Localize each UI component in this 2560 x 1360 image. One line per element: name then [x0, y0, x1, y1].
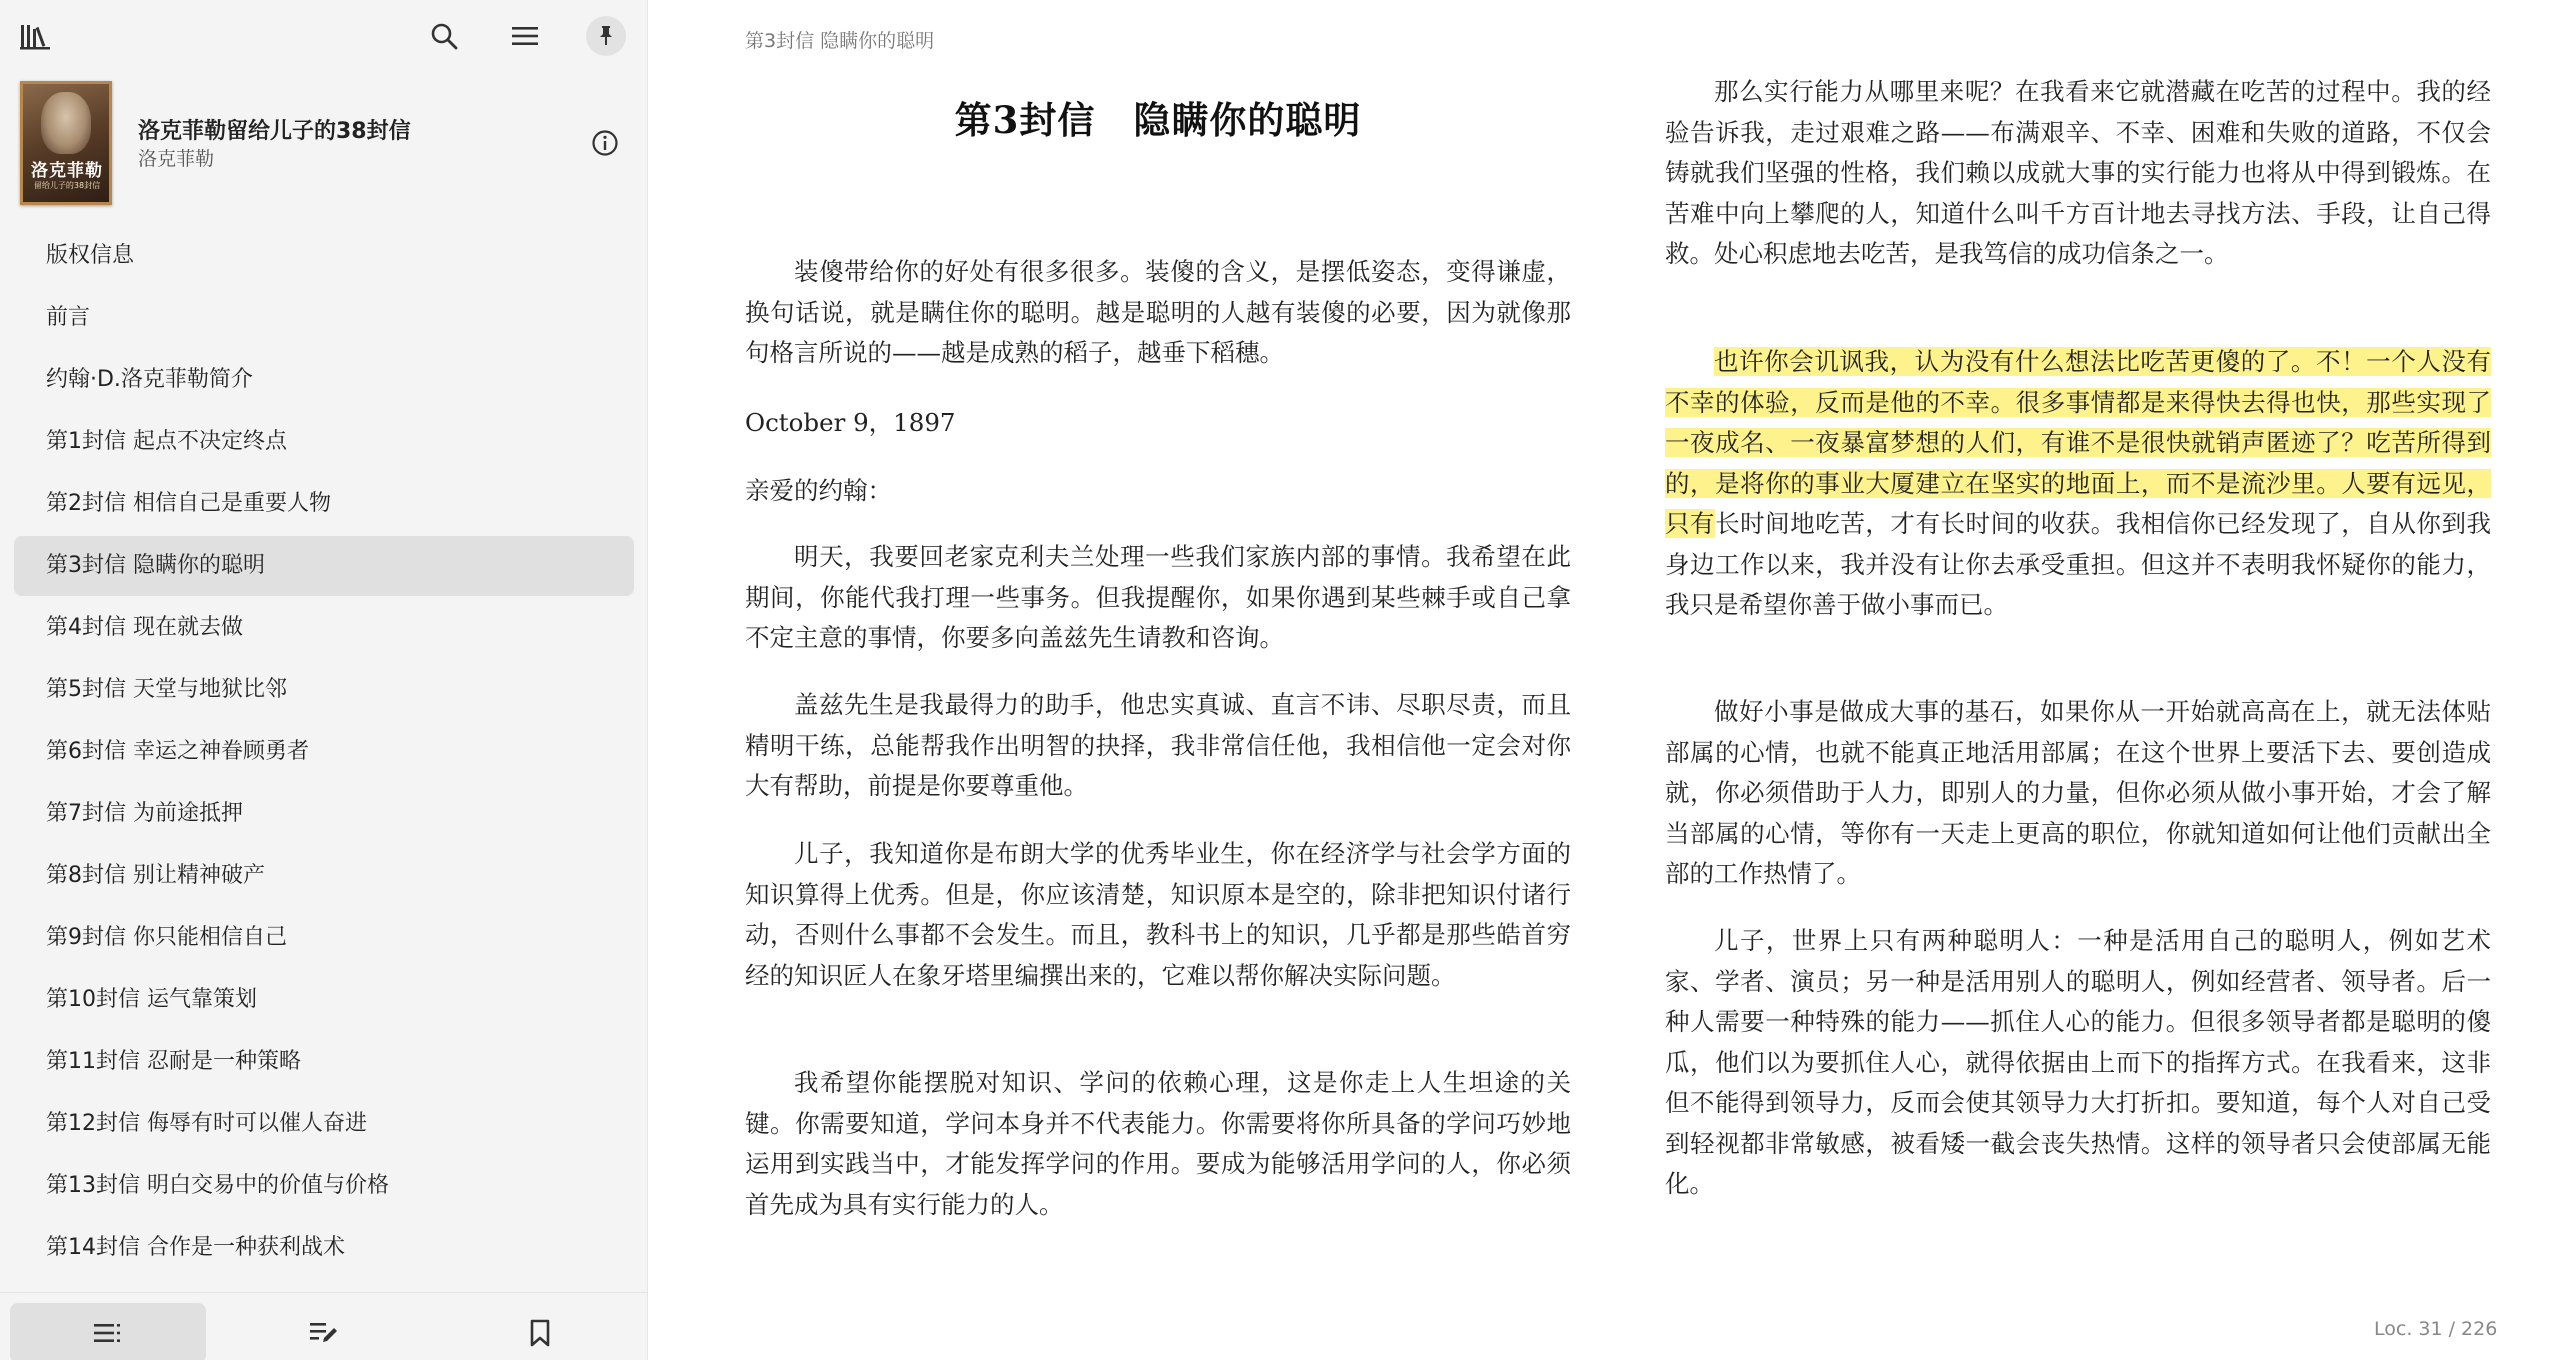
letter-salutation: 亲爱的约翰：: [745, 476, 892, 505]
highlight-annotation[interactable]: 也许你会讥讽我，认为没有什么想法比吃苦更傻的了。不！一个人没有不幸的体验，反而是他的不幸。很多事情都是来得快去得也快，那些实现了一夜成名、一夜暴富梦想的人们，有谁不是很快就销声匿迹了？吃苦所得到的，是将你的事业大厦建立在坚实的地面上，而不是流沙里。人要有远见，只有: [1665, 347, 2491, 538]
toc-item[interactable]: 第9封信 你只能相信自己: [46, 925, 287, 950]
library-button[interactable]: [14, 14, 58, 58]
paragraph: 我希望你能摆脱对知识、学问的依赖心理，这是你走上人生坦途的关键。你需要知道，学问本身并不代表能力。你需要将你所具备的学问巧妙地运用到实践当中，才能发挥学问的作用。要成为能够活用学问的人，你必须首先成为具有实行能力的人。: [745, 1068, 1571, 1219]
library-icon: [19, 21, 53, 51]
toc-item-current[interactable]: 第3封信 隐瞒你的聪明: [14, 536, 634, 596]
book-cover[interactable]: [20, 81, 112, 205]
paragraph-highlighted[interactable]: [1665, 342, 2491, 626]
toc-item[interactable]: 约翰·D.洛克菲勒简介: [46, 367, 253, 392]
paragraph: 盖兹先生是我最得力的助手，他忠实真诚、直言不讳、尽职尽责，而且精明干练，总能帮我作出明智的抉择，我非常信任他，我相信他一定会对你大有帮助，前提是你要尊重他。: [745, 690, 1571, 800]
cover-portrait: [41, 92, 91, 154]
bookmark-icon: [529, 1319, 551, 1347]
pin-icon: [596, 25, 616, 47]
pin-sidebar-button[interactable]: [584, 14, 628, 58]
pin-button-background: [586, 16, 626, 56]
search-button[interactable]: [422, 14, 466, 58]
menu-icon: [511, 24, 539, 48]
toc-item[interactable]: 第12封信 侮辱有时可以催人奋进: [46, 1111, 367, 1136]
toc-item[interactable]: 第7封信 为前途抵押: [46, 801, 243, 826]
letter-date: October 9，1897: [745, 408, 956, 437]
sidebar-bottom-tabs: [0, 1292, 648, 1360]
paragraph-remainder: 长时间地吃苦，才有长时间的收获。我相信你已经发现了，自从你到我身边工作以来，我并没有让你去承受重担。但这并不表明我怀疑你的能力，我只是希望你善于做小事而已。: [1665, 509, 2491, 619]
tab-table-of-contents[interactable]: [10, 1303, 206, 1360]
running-header: 第3封信 隐瞒你的聪明: [745, 30, 935, 52]
paragraph: 儿子，世界上只有两种聪明人：一种是活用自己的聪明人，例如艺术家、学者、演员；另一种是活用别人的聪明人，例如经营者、领导者。后一种人需要一种特殊的能力——抓住人心的能力。但很多领导者都是聪明的傻瓜，他们以为要抓住人心，就得依据由上而下的指挥方式。在我看来，这非但不能得到领导力，反而会使其领导力大打折扣。要知道，每个人对自己受到轻视都非常敏感，被看矮一截会丧失热情。这样的领导者只会使部属无能化。: [1665, 926, 2491, 1198]
book-author: 洛克菲勒: [138, 148, 215, 170]
book-info-card: [0, 78, 648, 208]
location-indicator: Loc. 31 / 226: [2374, 1318, 2498, 1340]
paragraph: 做好小事是做成大事的基石，如果你从一开始就高高在上，就无法体贴部属的心情，也就不能真正地活用部属；在这个世界上要活下去、要创造成就，你必须借助于人力，即别人的力量，但你必须从做小事开始，才会了解当部属的心情，等你有一天走上更高的职位，你就知道如何让他们贡献出全部的工作热情了。: [1665, 697, 2491, 888]
toc-item[interactable]: 第4封信 现在就去做: [46, 615, 243, 640]
toc-item[interactable]: 第13封信 明白交易中的价值与价格: [46, 1173, 389, 1198]
toc-item[interactable]: 第5封信 天堂与地狱比邻: [46, 677, 287, 702]
info-icon: [591, 129, 619, 157]
cover-subtitle: 留给儿子的38封信: [33, 181, 101, 190]
search-icon: [429, 21, 459, 51]
paragraph: 明天，我要回老家克利夫兰处理一些我们家族内部的事情。我希望在此期间，你能代我打理一些事务。但我提醒你，如果你遇到某些棘手或自己拿不定主意的事情，你要多向盖兹先生请教和咨询。: [745, 542, 1571, 652]
book-info-button[interactable]: [586, 124, 624, 162]
toc-item[interactable]: 第10封信 运气靠策划: [46, 987, 257, 1012]
toc-item[interactable]: 第8封信 别让精神破产: [46, 863, 265, 888]
sidebar: [0, 0, 648, 1360]
book-title: 洛克菲勒留给儿子的38封信: [138, 119, 411, 144]
paragraph: 装傻带给你的好处有很多很多。装傻的含义，是摆低姿态，变得谦虚，换句话说，就是瞒住你的聪明。越是聪明的人越有装傻的必要，因为就像那句格言所说的——越是成熟的稻子，越垂下稻穗。: [745, 257, 1571, 367]
toc-item[interactable]: 第14封信 合作是一种获利战术: [46, 1235, 345, 1260]
toc-item[interactable]: 第11封信 忍耐是一种策略: [46, 1049, 301, 1074]
toc-item[interactable]: 第2封信 相信自己是重要人物: [46, 491, 331, 516]
toc-item[interactable]: 第1封信 起点不决定终点: [46, 429, 287, 454]
tab-bookmarks[interactable]: [442, 1303, 638, 1360]
toc-list-icon: [93, 1322, 123, 1344]
paragraph: 儿子，我知道你是布朗大学的优秀毕业生，你在经济学与社会学方面的知识算得上优秀。但是，你应该清楚，知识原本是空的，除非把知识付诸行动，否则什么事都不会发生。而且，教科书上的知识，几乎都是那些皓首穷经的知识匠人在象牙塔里编撰出来的，它难以帮你解决实际问题。: [745, 839, 1571, 990]
sidebar-toolbar: [0, 0, 648, 72]
notes-icon: [309, 1320, 339, 1346]
menu-button[interactable]: [503, 14, 547, 58]
toc-item[interactable]: 版权信息: [46, 243, 135, 268]
cover-title: 洛克菲勒: [31, 161, 103, 181]
toc-item[interactable]: 第6封信 幸运之神眷顾勇者: [46, 739, 309, 764]
toc-item[interactable]: 前言: [46, 305, 91, 330]
table-of-contents: [0, 226, 648, 1286]
tab-annotations[interactable]: [226, 1303, 422, 1360]
paragraph: 那么实行能力从哪里来呢？在我看来它就潜藏在吃苦的过程中。我的经验告诉我，走过艰难之路——布满艰辛、不幸、困难和失败的道路，不仅会铸就我们坚强的性格，我们赖以成就大事的实行能力也将从中得到锻炼。在苦难中向上攀爬的人，知道什么叫千方百计地去寻找方法、手段，让自己得救。处心积虑地去吃苦，是我笃信的成功信条之一。: [1665, 77, 2491, 268]
chapter-title: 第3封信 隐瞒你的聪明: [954, 98, 1362, 142]
